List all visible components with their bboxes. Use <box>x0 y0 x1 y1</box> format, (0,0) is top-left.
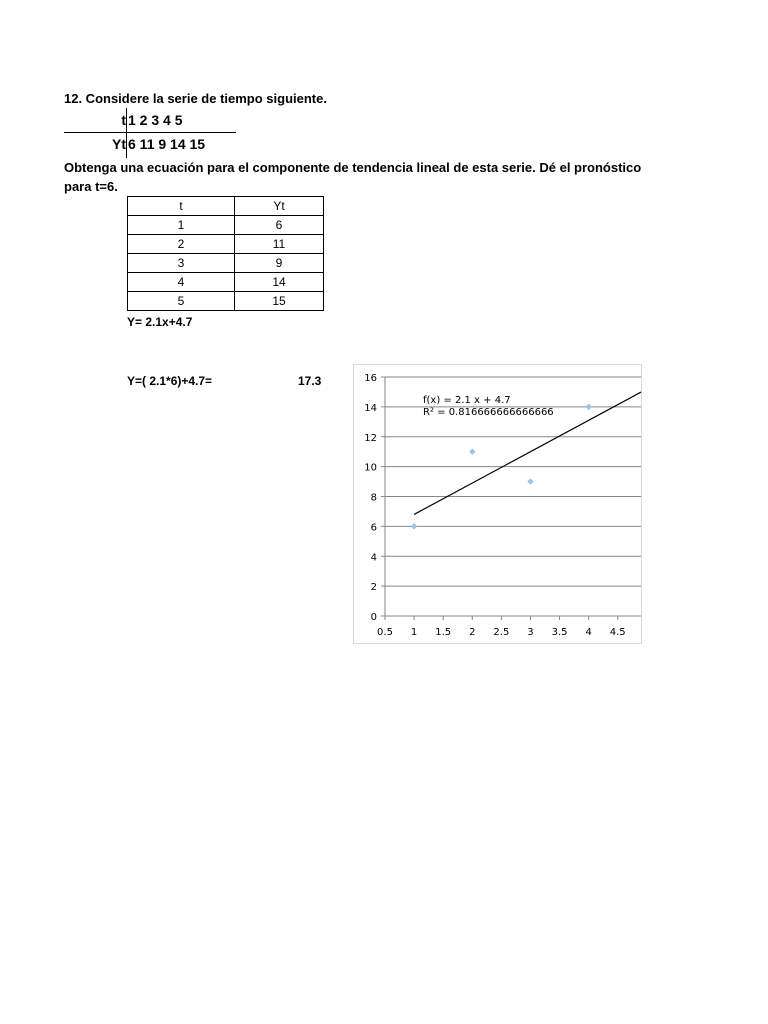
x-tick-label: 3 <box>527 627 534 638</box>
table-header-yt: Yt <box>235 197 324 216</box>
instruction-text: Obtenga una ecuación para el componente de tendencia lineal de esta serie. Dé el pronóstico para t=6. <box>64 160 642 194</box>
y-tick-label: 4 <box>370 552 377 564</box>
r-squared-label: R² = 0.816666666666666 <box>423 407 554 418</box>
y-tick-label: 10 <box>364 462 377 474</box>
data-table <box>127 196 324 311</box>
table-row <box>128 216 324 235</box>
x-tick-label: 4 <box>585 627 592 638</box>
x-tick-label: 3.5 <box>551 627 568 638</box>
inline-horizontal-divider <box>64 132 236 133</box>
scatter-chart <box>353 364 642 644</box>
table-row <box>128 254 324 273</box>
table-cell-yt: 6 <box>235 216 324 235</box>
forecast-expression: Y=( 2.1*6)+4.7= <box>127 374 213 388</box>
table-cell-yt: 14 <box>235 273 324 292</box>
inline-yt-values: 6 11 9 14 15 <box>128 136 206 152</box>
inline-series-table <box>64 108 236 158</box>
table-row <box>128 235 324 254</box>
table-cell-yt: 9 <box>235 254 324 273</box>
y-tick-label: 14 <box>364 402 377 414</box>
trendline-equation-label: f(x) = 2.1 x + 4.7 <box>423 395 511 406</box>
table-header-t: t <box>128 197 235 216</box>
inline-yt-label: Yt <box>112 136 126 152</box>
table-row <box>128 273 324 292</box>
question-title: 12. Considere la serie de tiempo siguiente. <box>64 91 327 106</box>
x-tick-label: 1 <box>410 627 418 638</box>
table-cell-t: 1 <box>128 216 235 235</box>
y-tick-label: 12 <box>364 432 377 444</box>
table-cell-t: 4 <box>128 273 235 292</box>
table-cell-t: 5 <box>128 292 235 311</box>
table-cell-t: 3 <box>128 254 235 273</box>
x-tick-label: 1.5 <box>435 627 452 638</box>
x-tick-label: 2 <box>469 627 476 638</box>
table-cell-yt: 11 <box>235 235 324 254</box>
x-tick-label: 2.5 <box>493 627 510 638</box>
table-cell-t: 2 <box>128 235 235 254</box>
forecast-value: 17.3 <box>298 374 322 388</box>
inline-t-values: 1 2 3 4 5 <box>128 112 183 128</box>
table-row <box>128 292 324 311</box>
y-tick-label: 8 <box>370 492 377 504</box>
y-tick-label: 2 <box>370 582 377 594</box>
table-header-row <box>128 197 324 216</box>
x-tick-label: 4.5 <box>609 627 626 638</box>
scatter-chart-svg <box>353 364 642 644</box>
trend-equation: Y= 2.1x+4.7 <box>127 315 193 329</box>
y-tick-label: 0 <box>370 612 377 623</box>
y-tick-label: 6 <box>370 522 377 534</box>
inline-t-label: t <box>121 112 126 128</box>
y-tick-label: 16 <box>364 373 377 384</box>
table-cell-yt: 15 <box>235 292 324 311</box>
inline-vertical-divider <box>126 108 127 158</box>
x-tick-label: 0.5 <box>377 627 393 638</box>
